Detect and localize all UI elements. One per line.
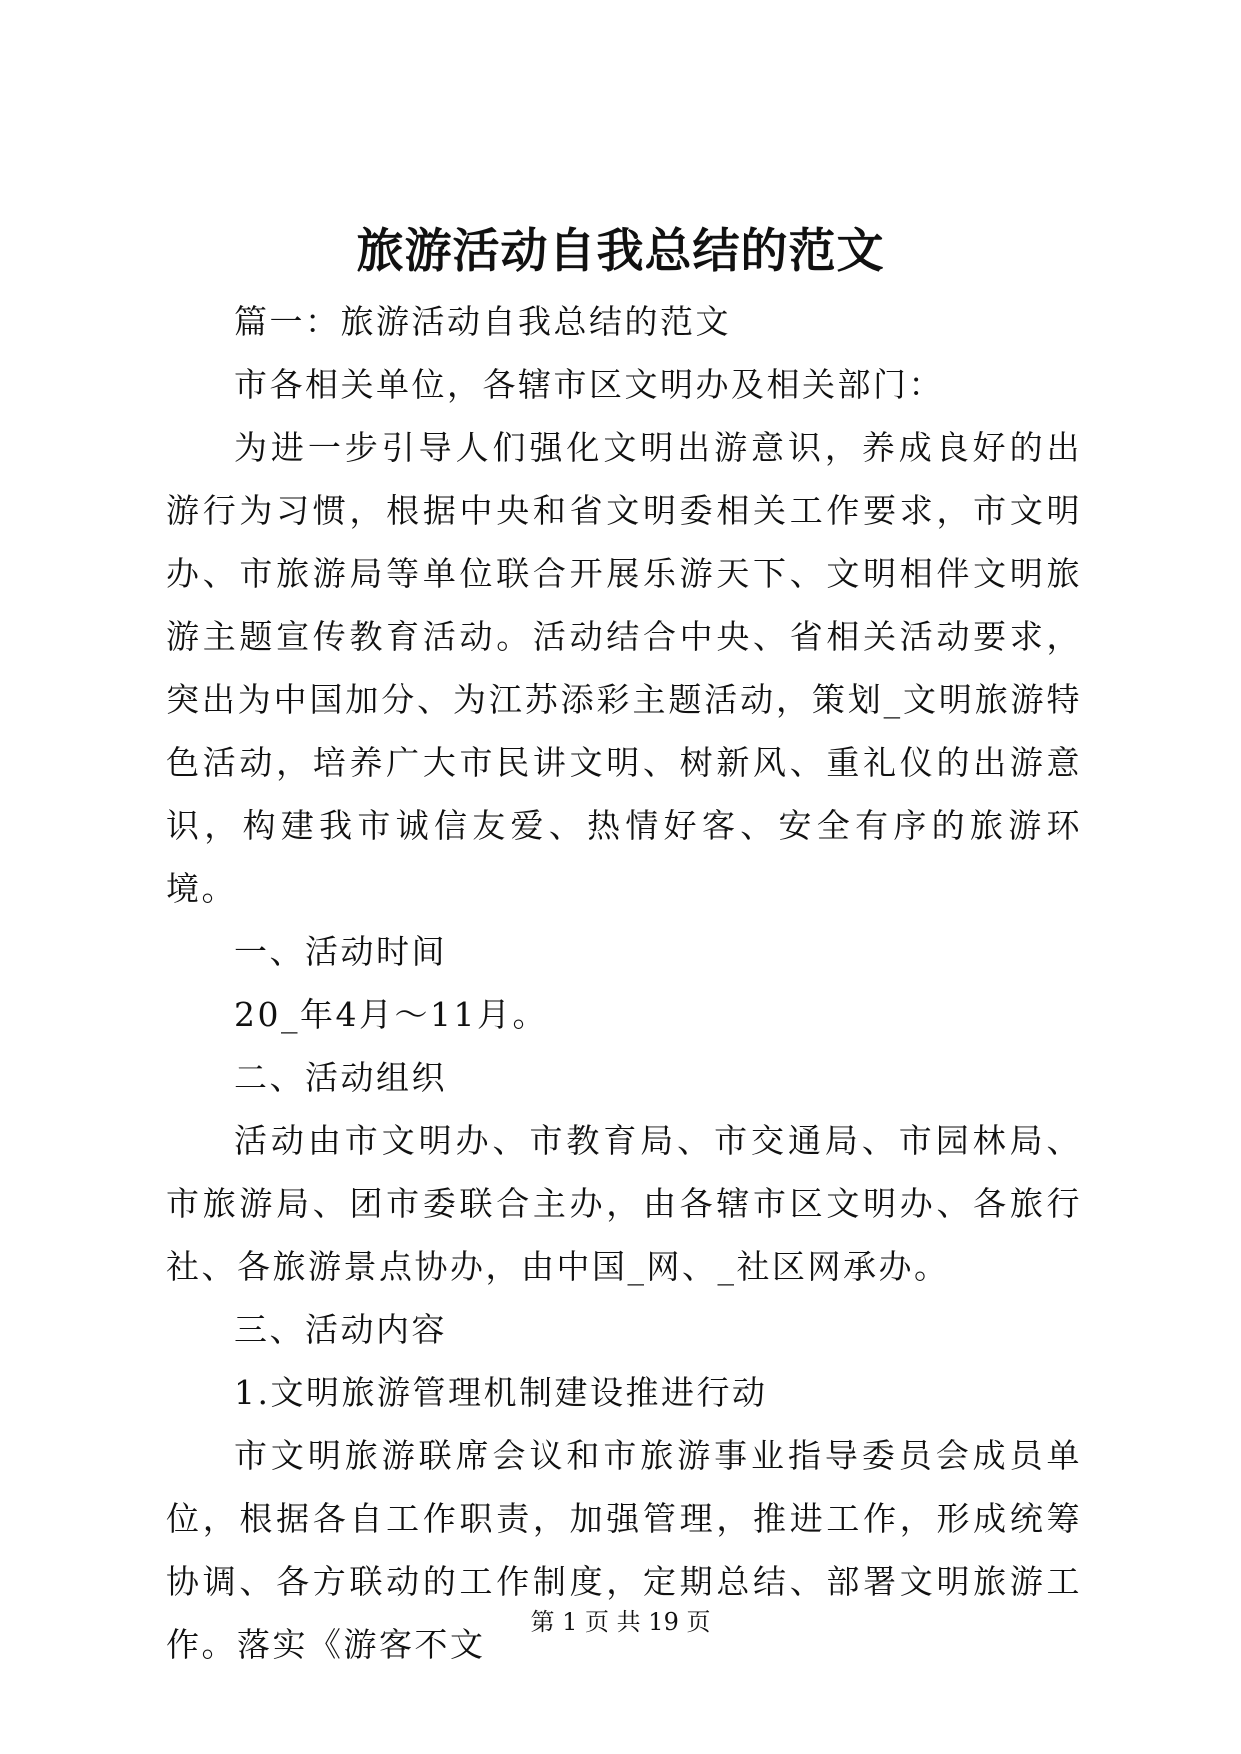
subheading-management-mechanism: 1.文明旅游管理机制建设推进行动 — [234, 1373, 768, 1412]
page-footer: 第 1 页 共 19 页 — [530, 1608, 711, 1636]
heading-activity-organization: 二、活动组织 — [234, 1058, 447, 1097]
paragraph-section-heading: 篇一：旅游活动自我总结的范文 — [234, 302, 731, 341]
heading-activity-content: 三、活动内容 — [234, 1310, 447, 1349]
document-body — [166, 290, 1082, 1676]
paragraph-salutation: 市各相关单位，各辖市区文明办及相关部门： — [234, 365, 944, 404]
paragraph-activity-time: 20_年4月～11月。 — [234, 995, 548, 1034]
heading-activity-time: 一、活动时间 — [234, 932, 447, 971]
paragraph-intro: 为进一步引导人们强化文明出游意识，养成良好的出游行为习惯，根据中央和省文明委相关工作要求，市文明办、市旅游局等单位联合开展乐游天下、文明相伴文明旅游主题宣传教育活动。活动结合中央、省相关活动要求，突出为中国加分、为江苏添彩主题活动，策划_文明旅游特色活动，培养广大市民讲文明、树新风、重礼仪的出游意识，构建我市诚信友爱、热情好客、安全有序的旅游环境。 — [166, 428, 1082, 908]
paragraph-activity-organization: 活动由市文明办、市教育局、市交通局、市园林局、市旅游局、团市委联合主办，由各辖市区文明办、各旅行社、各旅游景点协办，由中国_网、_社区网承办。 — [166, 1121, 1082, 1286]
paragraph-management-mechanism: 市文明旅游联席会议和市旅游事业指导委员会成员单位，根据各自工作职责，加强管理，推进工作，形成统筹协调、各方联动的工作制度，定期总结、部署文明旅游工作。落实《游客不文 — [166, 1436, 1082, 1664]
document-title: 旅游活动自我总结的范文 — [356, 224, 885, 279]
